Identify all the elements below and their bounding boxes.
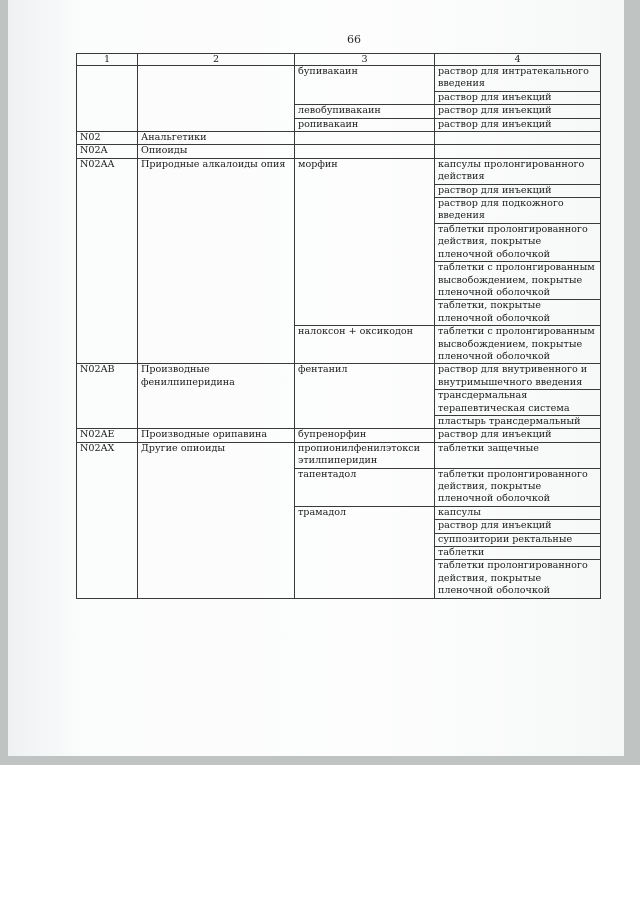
form-cell: таблетки пролонгированного действия, покрытые пленочной оболочкой [435, 223, 601, 261]
substance-cell: бупивакаин [295, 66, 435, 105]
substance-cell [295, 132, 435, 145]
group-cell: Природные алкалоиды опия [138, 158, 295, 364]
form-cell: раствор для подкожного введения [435, 198, 601, 224]
substance-cell: фентанил [295, 364, 435, 429]
table-row [77, 429, 601, 442]
table-row [77, 66, 601, 92]
form-cell: таблетки с пролонгированным высвобождением, покрытые пленочной оболочкой [435, 262, 601, 300]
table-row [77, 158, 601, 184]
col-header-3: 3 [295, 54, 435, 66]
form-cell: таблетки [435, 547, 601, 560]
col-header-1: 1 [77, 54, 138, 66]
table-row [77, 145, 601, 158]
form-cell: таблетки пролонгированного действия, покрытые пленочной оболочкой [435, 560, 601, 598]
table-row [77, 364, 601, 390]
form-cell: раствор для интратекального введения [435, 66, 601, 92]
form-cell [435, 132, 601, 145]
group-cell: Опиоиды [138, 145, 295, 158]
code-cell [77, 66, 138, 132]
form-cell: таблетки пролонгированного действия, покрытые пленочной оболочкой [435, 468, 601, 506]
group-cell: Производные орипавина [138, 429, 295, 442]
code-cell: N02A [77, 145, 138, 158]
form-cell: трансдермальная терапевтическая система [435, 390, 601, 416]
form-cell: раствор для инъекций [435, 105, 601, 118]
substance-cell: трамадол [295, 506, 435, 598]
group-cell: Производные фенилпиперидина [138, 364, 295, 429]
form-cell: раствор для инъекций [435, 118, 601, 131]
form-cell: раствор для инъекций [435, 520, 601, 533]
medication-table [76, 53, 601, 599]
substance-cell: ропивакаин [295, 118, 435, 131]
form-cell: раствор для инъекций [435, 429, 601, 442]
form-cell [435, 145, 601, 158]
form-cell: таблетки с пролонгированным высвобождением, покрытые пленочной оболочкой [435, 326, 601, 364]
code-cell: N02AB [77, 364, 138, 429]
substance-cell: морфин [295, 158, 435, 325]
table-row [77, 442, 601, 468]
col-header-4: 4 [435, 54, 601, 66]
form-cell: пластырь трансдермальный [435, 415, 601, 428]
page-number: 66 [347, 33, 361, 46]
form-cell: раствор для инъекций [435, 91, 601, 104]
form-cell: таблетки защечные [435, 442, 601, 468]
substance-cell [295, 145, 435, 158]
code-cell: N02AA [77, 158, 138, 364]
group-cell [138, 66, 295, 132]
header-row [77, 54, 601, 66]
form-cell: капсулы пролонгированного действия [435, 158, 601, 184]
form-cell: капсулы [435, 506, 601, 519]
form-cell: таблетки, покрытые пленочной оболочкой [435, 300, 601, 326]
group-cell: Анальгетики [138, 132, 295, 145]
form-cell: раствор для инъекций [435, 184, 601, 197]
group-cell: Другие опиоиды [138, 442, 295, 598]
form-cell: раствор для внутривенного и внутримышечного введения [435, 364, 601, 390]
table-row [77, 132, 601, 145]
substance-cell: налоксон + оксикодон [295, 326, 435, 364]
substance-cell: левобупивакаин [295, 105, 435, 118]
code-cell: N02AE [77, 429, 138, 442]
substance-cell: бупренорфин [295, 429, 435, 442]
col-header-2: 2 [138, 54, 295, 66]
substance-cell: пропионилфенилэтокси этилпиперидин [295, 442, 435, 468]
substance-cell: тапентадол [295, 468, 435, 506]
code-cell: N02 [77, 132, 138, 145]
code-cell: N02AX [77, 442, 138, 598]
form-cell: суппозитории ректальные [435, 533, 601, 546]
